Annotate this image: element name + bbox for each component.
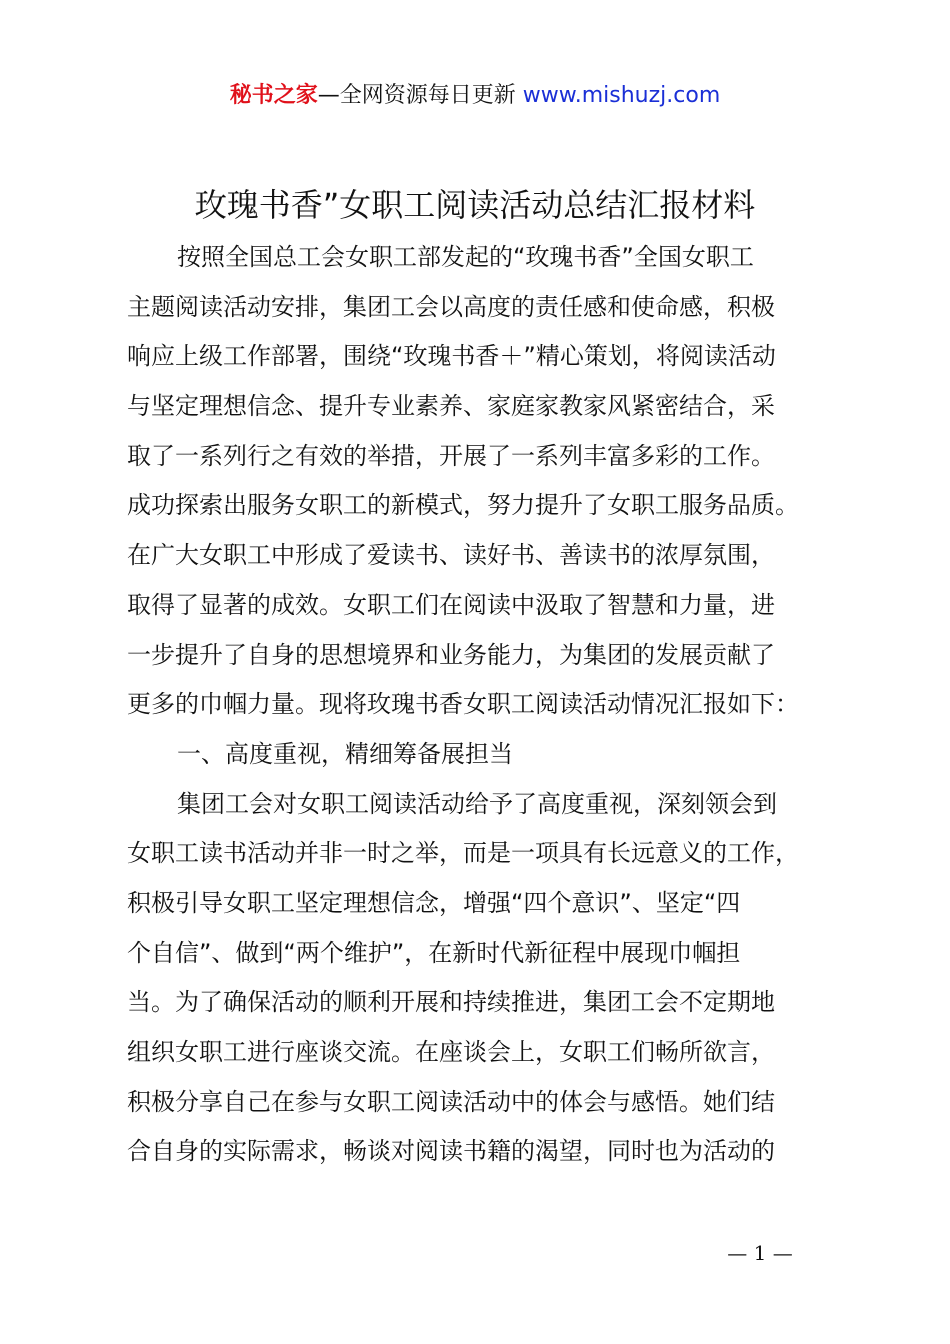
body-line: 合自身的实际需求，畅谈对阅读书籍的渴望，同时也为活动的 bbox=[127, 1137, 775, 1166]
body-line: 集团工会对女职工阅读活动给予了高度重视，深刻领会到 bbox=[177, 789, 777, 818]
body-line: 主题阅读活动安排，集团工会以高度的责任感和使命感，积极 bbox=[127, 292, 775, 321]
body-line: 积极分享自己在参与女职工阅读活动中的体会与感悟。她们结 bbox=[127, 1087, 775, 1116]
body-line: 一步提升了自身的思想境界和业务能力，为集团的发展贡献了 bbox=[127, 640, 775, 669]
document-body bbox=[127, 233, 847, 1177]
page-number: — 1 — bbox=[727, 1241, 793, 1265]
site-url-link[interactable]: www.mishuzj.com bbox=[522, 83, 721, 108]
body-line: 按照全国总工会女职工部发起的“玫瑰书香”全国女职工 bbox=[177, 243, 754, 271]
body-line: 响应上级工作部署，围绕“玫瑰书香＋”精心策划，将阅读活动 bbox=[127, 342, 776, 371]
body-line: 与坚定理想信念、提升专业素养、家庭家教家风紧密结合，采 bbox=[127, 392, 775, 421]
body-line: 当。为了确保活动的顺利开展和持续推进，集团工会不定期地 bbox=[127, 988, 775, 1017]
header-tagline: —全网资源每日更新 bbox=[317, 83, 516, 108]
body-line: 个自信”、做到“两个维护”，在新时代新征程中展现巾帼担 bbox=[127, 938, 741, 967]
body-line: 组织女职工进行座谈交流。在座谈会上，女职工们畅所欲言， bbox=[127, 1038, 775, 1066]
document-title: 玫瑰书香”女职工阅读活动总结汇报材料 bbox=[194, 186, 756, 224]
body-line: 在广大女职工中形成了爱读书、读好书、善读书的浓厚氛围， bbox=[127, 541, 775, 570]
body-line: 取得了显著的成效。女职工们在阅读中汲取了智慧和力量，进 bbox=[127, 590, 775, 619]
body-line: 成功探索出服务女职工的新模式，努力提升了女职工服务品质。 bbox=[127, 491, 799, 520]
site-header bbox=[0, 80, 950, 112]
body-line: 女职工读书活动并非一时之举，而是一项具有长远意义的工作， bbox=[127, 839, 799, 868]
body-line: 取了一系列行之有效的举措，开展了一系列丰富多彩的工作。 bbox=[127, 441, 775, 470]
section-heading: 一、高度重视，精细筹备展担当 bbox=[177, 739, 513, 768]
body-line: 积极引导女职工坚定理想信念，增强“四个意识”、坚定“四 bbox=[127, 888, 741, 917]
brand-name: 秘书之家 bbox=[229, 83, 318, 108]
body-line: 更多的巾帼力量。现将玫瑰书香女职工阅读活动情况汇报如下： bbox=[127, 690, 799, 719]
